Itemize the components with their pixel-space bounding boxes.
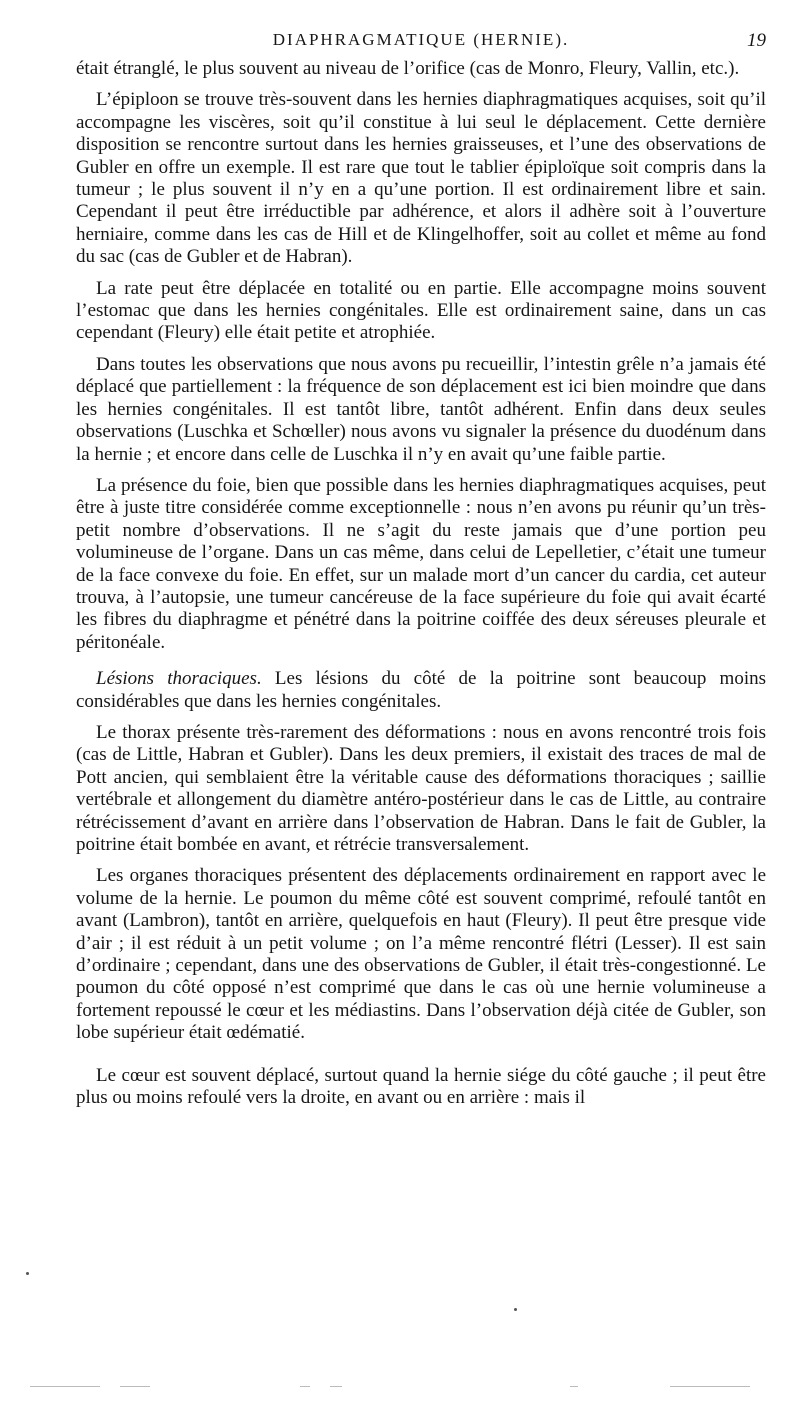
paragraph-foie: La présence du foie, bien que possible dans les hernies diaphragmatiques acquises, peut être à juste titre considérée comme exceptionnelle : nous n’en avons pu réunir qu’un très-petit nombre d’observations. Il ne s’agit du reste jamais que d’une portion peu volumineuse de l’organe. Dans un cas même, dans celui de Lepelletier, c’était une tumeur de la face convexe du foie. En effet, sur un malade mort d’un cancer du cardia, cet auteur trouva, à l’autopsie, une tumeur cancéreuse de la face supérieure du foie qui avait écarté les fibres du diaphragme et pénétré dans la poitrine coiffée des deux séreuses pleurale et péritonéale. [76, 474, 766, 653]
paragraph-coeur: Le cœur est souvent déplacé, surtout quand la hernie siége du côté gauche ; il peut être plus ou moins refoulé vers la droite, en avant ou en arrière : mais il [76, 1064, 766, 1109]
paragraph-organes-thoraciques: Les organes thoraciques présentent des déplacements ordinairement en rapport avec le volume de la hernie. Le poumon du même côté est souvent comprimé, refoulé tantôt en avant (Lambron), tantôt en arrière, quelquefois en haut (Fleury). Il peut être presque vide d’air ; il est réduit à un petit volume ; on l’a même rencontré flétri (Lesser). Il est sain d’ordinaire ; cependant, dans une des observations de Gubler, il était très-congestionné. Le poumon du côté opposé n’est comprimé que dans le cas où une hernie volumineuse a fortement repoussé le cœur et les médiastins. Dans l’observation déjà citée de Gubler, son lobe supérieur était œdématié. [76, 865, 766, 1044]
scan-artifact-mark [120, 1386, 150, 1387]
paragraph-intestin-grele: Dans toutes les observations que nous avons pu recueillir, l’intestin grêle n’a jamais été déplacé que partiellement : la fréquence de son déplacement est ici bien moindre que dans les hernies congénitales. Il est tantôt libre, tantôt adhérent. Enfin dans deux seules observations (Luschka et Schœller) nous avons vu signaler la présence du duodénum dans la hernie ; et encore dans celle de Luschka il n’y en avait qu’une faible partie. [76, 353, 766, 465]
text-body [76, 58, 766, 1118]
scan-speck [514, 1308, 517, 1311]
paragraph-thorax: Le thorax présente très-rarement des déformations : nous en avons rencontré trois fois (cas de Little, Habran et Gubler). Dans les deux premiers, il existait des traces de mal de Pott ancien, qui semblaient être la véritable cause des déformations thoraciques ; saillie vertébrale et allongement du diamètre antéro-postérieur dans le cas de Little, au contraire rétrécissement d’avant en arrière dans l’observation de Habran. Dans le fait de Gubler, la poitrine était bombée en avant, et rétrécie transversalement. [76, 721, 766, 855]
paragraph-continuation: était étranglé, le plus souvent au niveau de l’orifice (cas de Monro, Fleury, Vallin, etc.). [76, 58, 740, 79]
scan-artifact-mark [670, 1386, 750, 1387]
paragraph-lesions-thoraciques-text: Les lésions du côté de la poitrine sont beaucoup moins considérables que dans les hernies congénitales. [76, 668, 767, 712]
paragraph-rate: La rate peut être déplacée en totalité ou en partie. Elle accompagne moins souvent l’estomac que dans les hernies congénitales. Elle est ordinairement saine, dans un cas cependant (Fleury) elle était petite et atrophiée. [76, 277, 766, 344]
scan-artifacts-footer [30, 1386, 770, 1390]
running-title: DIAPHRAGMATIQUE (HERNIE). [272, 30, 570, 49]
section-heading-lesions-thoraciques: Lésions thoraciques. [96, 668, 262, 690]
scan-artifact-mark [330, 1386, 342, 1387]
scan-artifact-mark [570, 1386, 578, 1387]
scan-artifact-mark [300, 1386, 310, 1387]
paragraph-lesions-thoraciques [76, 668, 766, 713]
running-head [76, 30, 766, 56]
page-number: 19 [747, 30, 766, 51]
scan-speck [26, 1272, 29, 1275]
paragraph-epiploon: L’épiploon se trouve très-souvent dans les hernies diaphragmatiques acquises, soit qu’il accompagne les viscères, soit qu’il constitue à lui seul le déplacement. Cette dernière disposition se rencontre surtout dans les hernies graisseuses, et l’une des observations de Gubler en offre un exemple. Il est rare que tout le tablier épiploïque soit compris dans la tumeur ; le plus souvent il n’y en a qu’une portion. Il est ordinairement libre et sain. Cependant il peut être irréductible par adhérence, et alors il adhère soit à l’ouverture herniaire, comme dans les cas de Hill et de Klingelhoffer, soit au collet et même au fond du sac (cas de Gubler et de Habran). [76, 89, 766, 268]
scan-artifact-mark [30, 1386, 100, 1387]
